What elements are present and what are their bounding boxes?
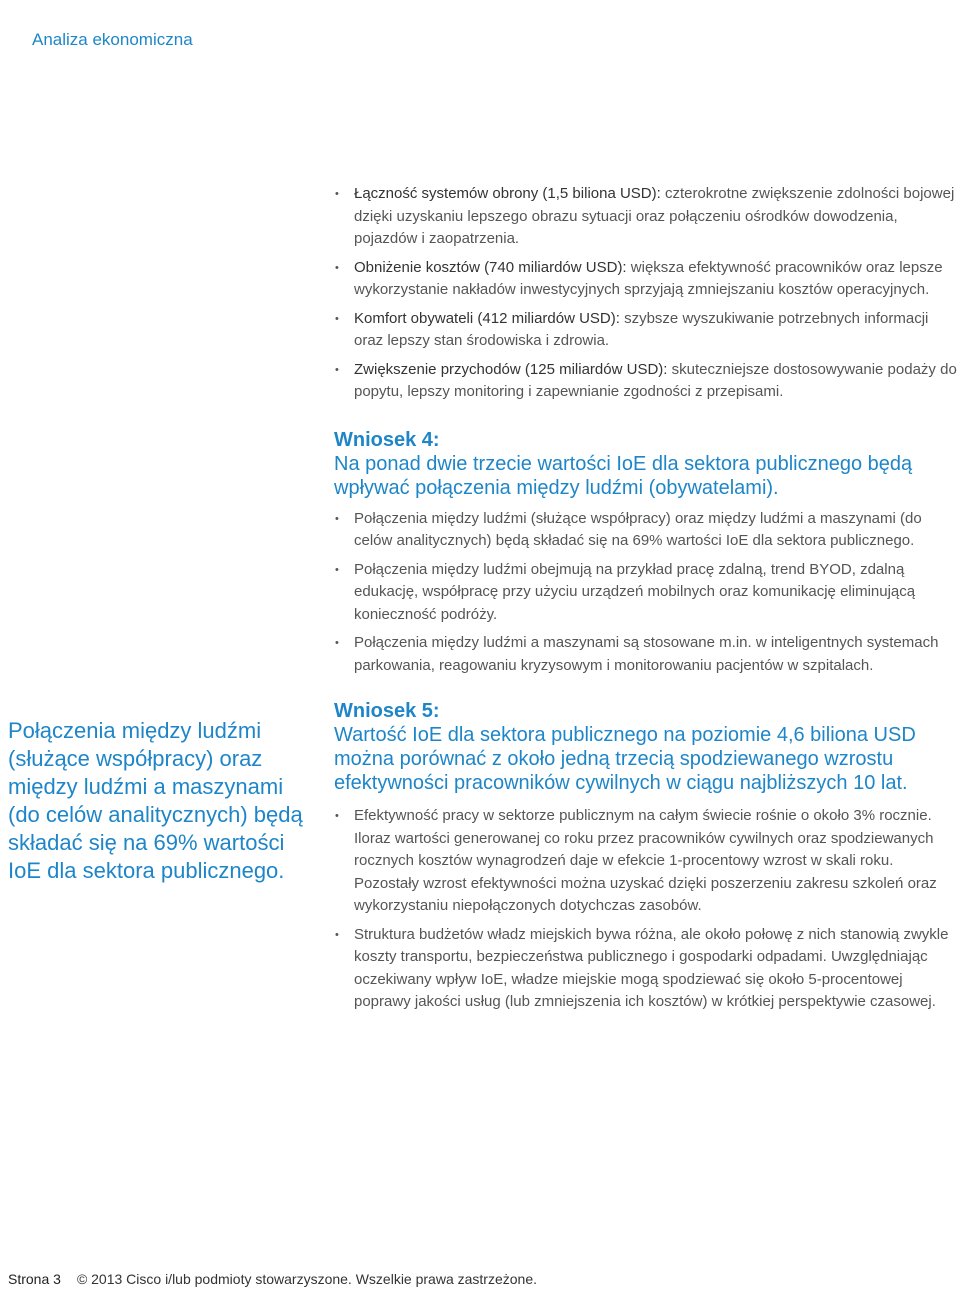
top-bullet-list — [334, 183, 960, 404]
page-footer — [8, 1271, 537, 1287]
list-item: • Połączenia między ludźmi a maszynami są stosowane m.in. w inteligentnych systemach parkowania, reagowaniu kryzysowym i monitorowaniu pacjentów w szpitalach. — [334, 632, 960, 677]
bullet-text: większa efektywność pracowników oraz lepsze wykorzystanie nakładów inwestycyjnych sprzyjają zmniejszaniu kosztów operacyjnych. — [354, 258, 943, 298]
list-item: • Połączenia między ludźmi obejmują na przykład pracę zdalną, trend BYOD, zdalną edukację, współpracę przy użyciu urządzeń mobilnych oraz komunikację eliminującą konieczność podróży. — [334, 559, 960, 627]
section-4-heading — [334, 428, 960, 500]
bullet-lead: Obniżenie kosztów (740 miliardów USD): — [354, 258, 627, 276]
section-5-label: Wniosek 5: — [334, 700, 440, 722]
bullet-text: czterokrotne zwiększenie zdolności bojowej dzięki uzyskaniu lepszego obrazu sytuacji oraz połączeniu ośrodków dowodzenia, pojazdów i zaopatrzenia. — [354, 185, 955, 247]
section-5-heading — [334, 699, 960, 795]
section-4-title: Na ponad dwie trzecie wartości IoE dla sektora publicznego będą wpływać połączenia między ludźmi (obywatelami). — [334, 452, 913, 499]
list-item — [334, 257, 960, 302]
list-item: • Efektywność pracy w sektorze publicznym na całym świecie rośnie o około 3% rocznie. Iloraz wartości generowanej co roku przez pracowników cywilnych oraz spodziewanych rocznych kosztów wynagrodzeń daje w efekcie 1-procentowy wzrost w skali roku. Pozostały wzrost efektywności można uzyskać dzięki poszerzeniu zakresu szkoleń oraz wykorzystaniu niepołączonych dotychczas zasobów. — [334, 805, 960, 918]
section-4-bullet-list — [334, 508, 960, 678]
page-number: Strona 3 — [8, 1271, 61, 1287]
main-column — [334, 183, 960, 1020]
list-item: • Połączenia między ludźmi (służące współpracy) oraz między ludźmi a maszynami (do celów analitycznych) będą składać się na 69% wartości IoE dla sektora publicznego. — [334, 508, 960, 553]
bullet-lead: Komfort obywateli (412 miliardów USD): — [354, 309, 620, 327]
pull-quote: Połączenia między ludźmi (służące współpracy) oraz między ludźmi a maszynami (do celów analitycznych) będą składać się na 69% wartości IoE dla sektora publicznego. — [8, 718, 303, 883]
document-header: Analiza ekonomiczna — [32, 30, 193, 49]
list-item — [334, 359, 960, 404]
section-5-bullet-list — [334, 805, 960, 1014]
bullet-text: skuteczniejsze dostosowywanie podaży do popytu, lepszy monitoring i zapewnianie zgodności z przepisami. — [354, 360, 957, 400]
bullet-lead: Zwiększenie przychodów (125 miliardów USD): — [354, 360, 668, 378]
list-item: • Struktura budżetów władz miejskich bywa różna, ale około połowę z nich stanowią zwykle koszty transportu, bezpieczeństwa publicznego i gospodarki odpadami. Uwzględniając oczekiwany wpływ IoE, władze miejskie mogą spodziewać się około 5-procentowej poprawy jakości usług (lub zmniejszenia ich kosztów) w krótkiej perspektywie czasowej. — [334, 924, 960, 1014]
bullet-lead: Łączność systemów obrony (1,5 biliona USD): — [354, 185, 661, 202]
list-item — [334, 308, 960, 353]
section-5-title: Wartość IoE dla sektora publicznego na poziomie 4,6 biliona USD można porównać z około jedną trzecią spodziewanego wzrostu efektywności pracowników cywilnych w ciągu najbliższych 10 lat. — [334, 724, 916, 794]
bullet-text: szybsze wyszukiwanie potrzebnych informacji oraz lepszy stan środowiska i zdrowia. — [354, 309, 929, 349]
section-4-label: Wniosek 4: — [334, 428, 440, 451]
list-item — [334, 183, 960, 251]
copyright-notice: © 2013 Cisco i/lub podmioty stowarzyszone. Wszelkie prawa zastrzeżone. — [76, 1271, 538, 1287]
